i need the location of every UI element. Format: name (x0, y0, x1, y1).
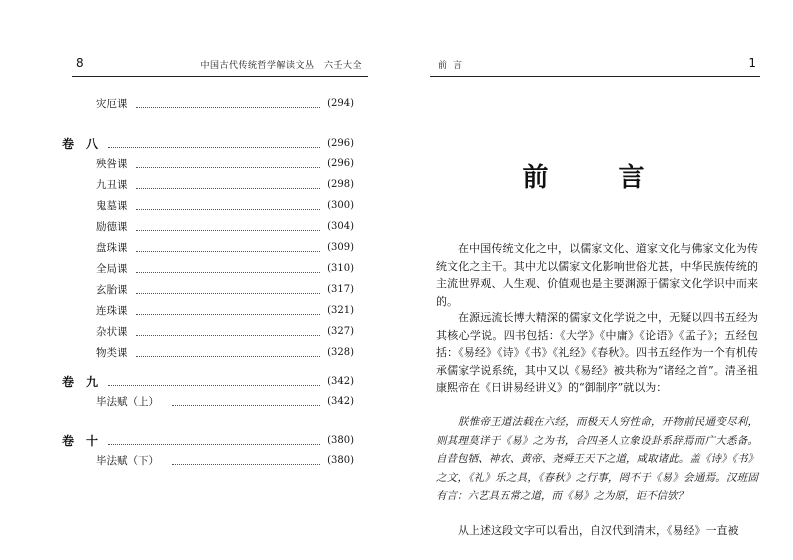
toc-entry-label: 卷 十 (62, 434, 99, 448)
toc-entry-label: 毕法赋（下） (96, 455, 159, 467)
toc-page-number: (342) (327, 396, 354, 407)
right-header-rule (430, 76, 760, 77)
right-running-title: 前言 (438, 61, 469, 71)
toc-entry-label: 鬼墓课 (96, 200, 128, 212)
block-quote: 朕惟帝王道法载在六经，而极天人穷性命，开物前民通变尽利，则其理莫详于《易》之为书，合四圣人立象设卦系辞焉而广大悉备。自昔包牺、神农、黄帝、尧舜王天下之道，咸取诸此。盖《诗》《书》之文，《礼》乐之具，《春秋》之行事，罔不于《易》会通焉。汉班固有言：六艺具五常之道，而《易》之为原，讵不信欤？ (436, 416, 758, 502)
toc-page-number: (342) (327, 376, 354, 387)
toc-page-number: (380) (327, 455, 354, 466)
toc-entry[interactable] (96, 96, 354, 112)
toc-leader-dots (136, 177, 320, 189)
toc-entry-label: 盘珠课 (96, 242, 128, 254)
toc-entry-label: 卷 九 (62, 375, 99, 389)
toc-entry[interactable] (96, 261, 354, 277)
toc-leader-dots (136, 219, 320, 231)
toc-volume-entry[interactable] (62, 374, 354, 390)
toc-leader-dots (108, 136, 320, 148)
toc-entry[interactable] (96, 177, 354, 193)
toc-leader-dots (136, 303, 320, 315)
toc-entry-label: 杂状课 (96, 326, 128, 338)
toc-leader-dots (108, 433, 320, 445)
left-header-rule (72, 76, 368, 77)
toc-leader-dots (108, 374, 320, 386)
toc-entry[interactable] (96, 394, 354, 410)
toc-entry-label: 卷 八 (62, 137, 99, 151)
toc-volume-entry[interactable] (62, 136, 354, 152)
toc-entry[interactable] (96, 156, 354, 172)
toc-page-number: (309) (327, 242, 354, 253)
toc-entry-label: 全局课 (96, 263, 128, 275)
toc-entry[interactable] (96, 240, 354, 256)
left-page-header (76, 58, 366, 74)
toc-entry[interactable] (96, 219, 354, 235)
toc-page-number: (380) (327, 435, 354, 446)
toc-leader-dots (172, 394, 320, 406)
toc-entry-label: 灾厄课 (96, 98, 128, 110)
toc-volume-entry[interactable] (62, 433, 354, 449)
paragraph: 从上述这段文字可以看出，自汉代到清末，《易经》一直被 (458, 524, 739, 537)
paragraph: 在中国传统文化之中，以儒家文化、道家文化与佛家文化为传统文化之主干。其中尤以儒家文化影响世俗尤甚，中华民族传统的主流世界观、人生观、价值观也是主要渊源于儒家文化学识中而来的。 (436, 242, 758, 308)
left-page-number: 8 (76, 56, 84, 70)
paragraph: 在源远流长博大精深的儒家文化学说之中，无疑以四书五经为其核心学说。四书包括：《大学》《中庸》《论语》《孟子》；五经包括：《易经》《诗》《书》《礼经》《春秋》。四书五经作为一个有机传承儒家学说系统，其中又以《易经》被共称为“诸经之首”。清圣祖康熙帝在《日讲易经讲义》的“御制序”就以为： (436, 311, 758, 394)
left-page (0, 0, 390, 560)
toc-page-number: (296) (327, 158, 354, 169)
toc-page-number: (317) (327, 284, 354, 295)
preface-title: 前 言 (522, 163, 667, 193)
toc-entry-label: 毕法赋（上） (96, 396, 159, 408)
toc-entry[interactable] (96, 282, 354, 298)
toc-leader-dots (136, 198, 320, 210)
toc-page-number: (304) (327, 221, 354, 232)
left-running-title: 中国古代传统哲学解读文丛 六壬大全 (200, 61, 362, 71)
toc-entry-label: 励德课 (96, 221, 128, 233)
toc-leader-dots (172, 453, 320, 465)
toc-page-number: (300) (327, 200, 354, 211)
toc-leader-dots (136, 96, 320, 108)
toc-page-number: (298) (327, 179, 354, 190)
toc-entry-label: 物类课 (96, 347, 128, 359)
toc-page-number: (321) (327, 305, 354, 316)
toc-leader-dots (136, 156, 320, 168)
toc-page-number: (296) (327, 138, 354, 149)
toc-entry-label: 玄胎课 (96, 284, 128, 296)
toc-entry[interactable] (96, 324, 354, 340)
toc-leader-dots (136, 282, 320, 294)
toc-leader-dots (136, 240, 320, 252)
toc-leader-dots (136, 261, 320, 273)
right-page (396, 0, 793, 560)
toc-entry[interactable] (96, 198, 354, 214)
toc-entry-label: 九丑课 (96, 179, 128, 191)
toc-leader-dots (136, 345, 320, 357)
toc-page-number: (294) (327, 98, 354, 109)
toc-entry[interactable] (96, 453, 354, 469)
toc-page-number: (310) (327, 263, 354, 274)
toc-leader-dots (136, 324, 320, 336)
right-page-number: 1 (748, 56, 756, 70)
toc-entry[interactable] (96, 303, 354, 319)
right-page-header (436, 58, 756, 74)
toc-entry[interactable] (96, 345, 354, 361)
toc-entry-label: 连珠课 (96, 305, 128, 317)
toc-entry-label: 殃咎课 (96, 158, 128, 170)
toc-page-number: (328) (327, 347, 354, 358)
toc-page-number: (327) (327, 326, 354, 337)
